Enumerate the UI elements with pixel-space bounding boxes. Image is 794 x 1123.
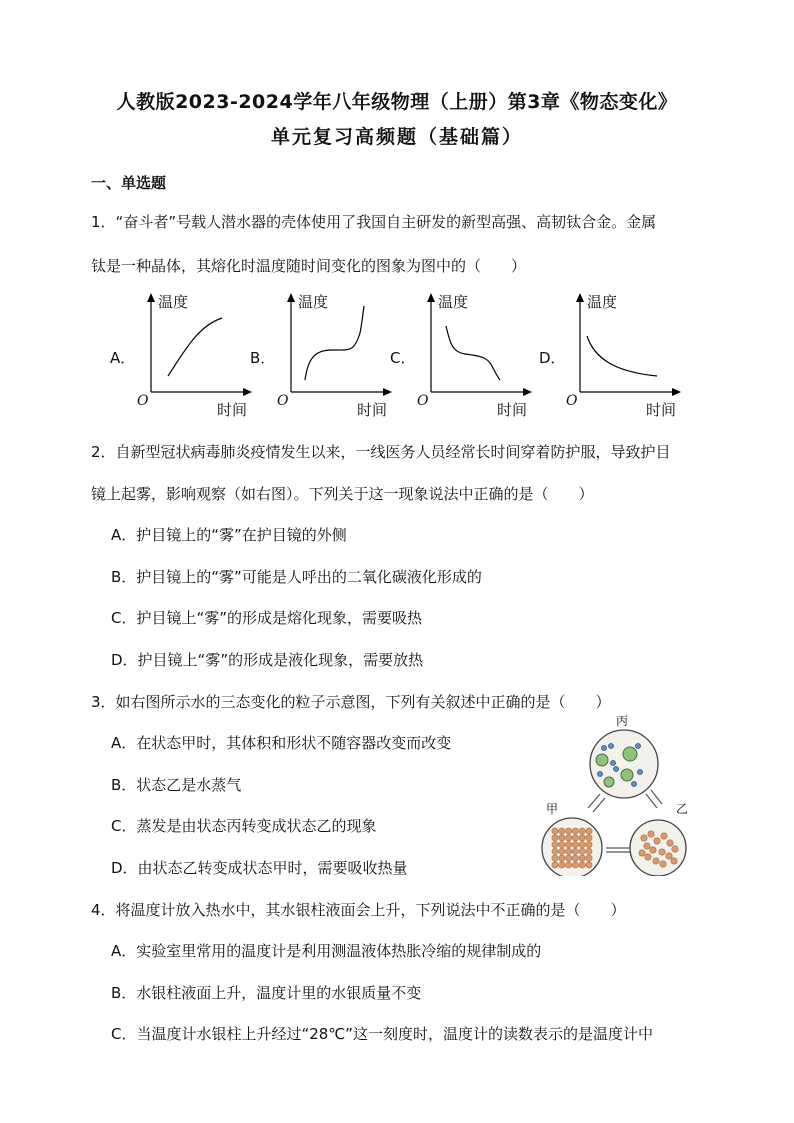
solid-particle (559, 848, 565, 854)
solid-particle (552, 862, 558, 868)
solid-particle (552, 855, 558, 861)
q1-graph-c-xlabel: 时间 (497, 401, 528, 419)
q1-graph-a-option: A． (110, 349, 136, 367)
q1-graph-d-ylabel: 温度 (587, 293, 618, 311)
solid-particle (579, 835, 585, 841)
q2-option-b: B．护目镜上的“雾”可能是人呼出的二氧化碳液化形成的 (111, 568, 482, 586)
q1-graph-a-xlabel: 时间 (217, 401, 248, 419)
solid-particle (572, 855, 578, 861)
solid-particle (559, 828, 565, 834)
solid-particle (552, 842, 558, 848)
q4-stem-line1: 4．将温度计放入热水中，其水银柱液面会上升，下列说法中不正确的是（ ） (91, 901, 626, 919)
q1-graph-b-option: B． (250, 349, 276, 367)
q2-stem-line2: 镜上起雾，影响观察（如右图）。下列关于这一现象说法中正确的是（ ） (91, 485, 594, 503)
q3-option-a: A．在状态甲时，其体积和形状不随容器改变而改变 (111, 734, 452, 752)
solid-particle (566, 842, 572, 848)
q2-stem-line1: 2．自新型冠状病毒肺炎疫情发生以来，一线医务人员经常长时间穿着防护服，导致护目 (91, 443, 671, 461)
q1-stem-line1: 1．“奋斗者”号载人潜水器的壳体使用了我国自主研发的新型高强、高韧钛合金。金属 (91, 213, 657, 231)
q1-graph-c-option: C． (390, 349, 416, 367)
solid-particle (566, 862, 572, 868)
page-title-line2: 单元复习高频题（基础篇） (270, 126, 523, 148)
solid-particle (559, 855, 565, 861)
q1-graph-a-origin: O (137, 393, 149, 409)
state-jia-circle (542, 818, 602, 876)
solid-particle (586, 862, 592, 868)
q4-option-a: A．实验室里常用的温度计是利用测温液体热胀冷缩的规律制成的 (111, 942, 542, 960)
q1-graph-c-curve (446, 326, 500, 380)
solid-particle (552, 848, 558, 854)
solid-particle (579, 842, 585, 848)
q1-stem-line2: 钛是一种晶体，其熔化时温度随时间变化的图象为图中的（ ） (91, 257, 527, 275)
q4-option-c: C．当温度计水银柱上升经过“28℃”这一刻度时，温度计的读数表示的是温度计中 (111, 1025, 653, 1043)
q2-option-a: A．护目镜上的“雾”在护目镜的外侧 (111, 526, 347, 544)
solid-particle (559, 835, 565, 841)
water-states-figure (536, 716, 708, 876)
q1-graph-b-xlabel: 时间 (357, 401, 388, 419)
q1-graph-d-option: D． (539, 349, 566, 367)
state-jia-label: 甲 (546, 802, 559, 816)
solid-particle (579, 862, 585, 868)
q1-graph-d-curve (587, 336, 657, 376)
q1-graph-c (390, 288, 540, 420)
q1-graph-d-origin: O (566, 393, 578, 409)
state-bing-label: 丙 (616, 714, 629, 728)
solid-particle (586, 855, 592, 861)
q3-option-d: D．由状态乙转变成状态甲时，需要吸收热量 (111, 859, 408, 877)
q2-option-c: C．护目镜上“雾”的形成是熔化现象，需要吸热 (111, 609, 423, 627)
solid-particle (572, 862, 578, 868)
solid-particle (552, 828, 558, 834)
solid-particle (572, 848, 578, 854)
solid-particle (579, 855, 585, 861)
solid-particle (586, 828, 592, 834)
solid-particle (566, 855, 572, 861)
q2-option-d: D．护目镜上“雾”的形成是液化现象，需要放热 (111, 651, 424, 669)
q1-graph-c-ylabel: 温度 (438, 293, 469, 311)
q1-graph-a-ylabel: 温度 (158, 293, 189, 311)
q1-graph-b-ylabel: 温度 (298, 293, 329, 311)
solid-particle (566, 828, 572, 834)
state-yi-label: 乙 (676, 802, 689, 816)
q3-option-c: C．蒸发是由状态丙转变成状态乙的现象 (111, 817, 377, 835)
solid-particle (572, 842, 578, 848)
solid-particle (559, 862, 565, 868)
q1-graph-b-origin: O (277, 393, 289, 409)
solid-particle (566, 848, 572, 854)
solid-particle (552, 835, 558, 841)
solid-particle (566, 835, 572, 841)
q1-graph-b-curve (305, 306, 364, 380)
q1-graph-d (539, 288, 689, 420)
solid-particle (572, 835, 578, 841)
q1-graph-c-origin: O (417, 393, 429, 409)
solid-particle (579, 828, 585, 834)
q1-graph-a-curve (168, 318, 222, 376)
q1-graph-d-xlabel: 时间 (646, 401, 677, 419)
solid-particle (579, 848, 585, 854)
section-heading: 一、单选题 (91, 174, 167, 192)
q3-stem-line1: 3．如右图所示水的三态变化的粒子示意图，下列有关叙述中正确的是（ ） (91, 693, 611, 711)
q1-graph-a (110, 288, 260, 420)
solid-particle (586, 842, 592, 848)
water-states-diagram (536, 716, 708, 876)
q1-graph-b (250, 288, 400, 420)
solid-particle (559, 842, 565, 848)
solid-particle (586, 835, 592, 841)
q4-option-b: B．水银柱液面上升，温度计里的水银质量不变 (111, 984, 422, 1002)
page-title-line1: 人教版2023-2024学年八年级物理（上册）第3章《物态变化》 (116, 91, 678, 113)
solid-particle (572, 828, 578, 834)
solid-particle (586, 848, 592, 854)
q3-option-b: B．状态乙是水蒸气 (111, 776, 242, 794)
